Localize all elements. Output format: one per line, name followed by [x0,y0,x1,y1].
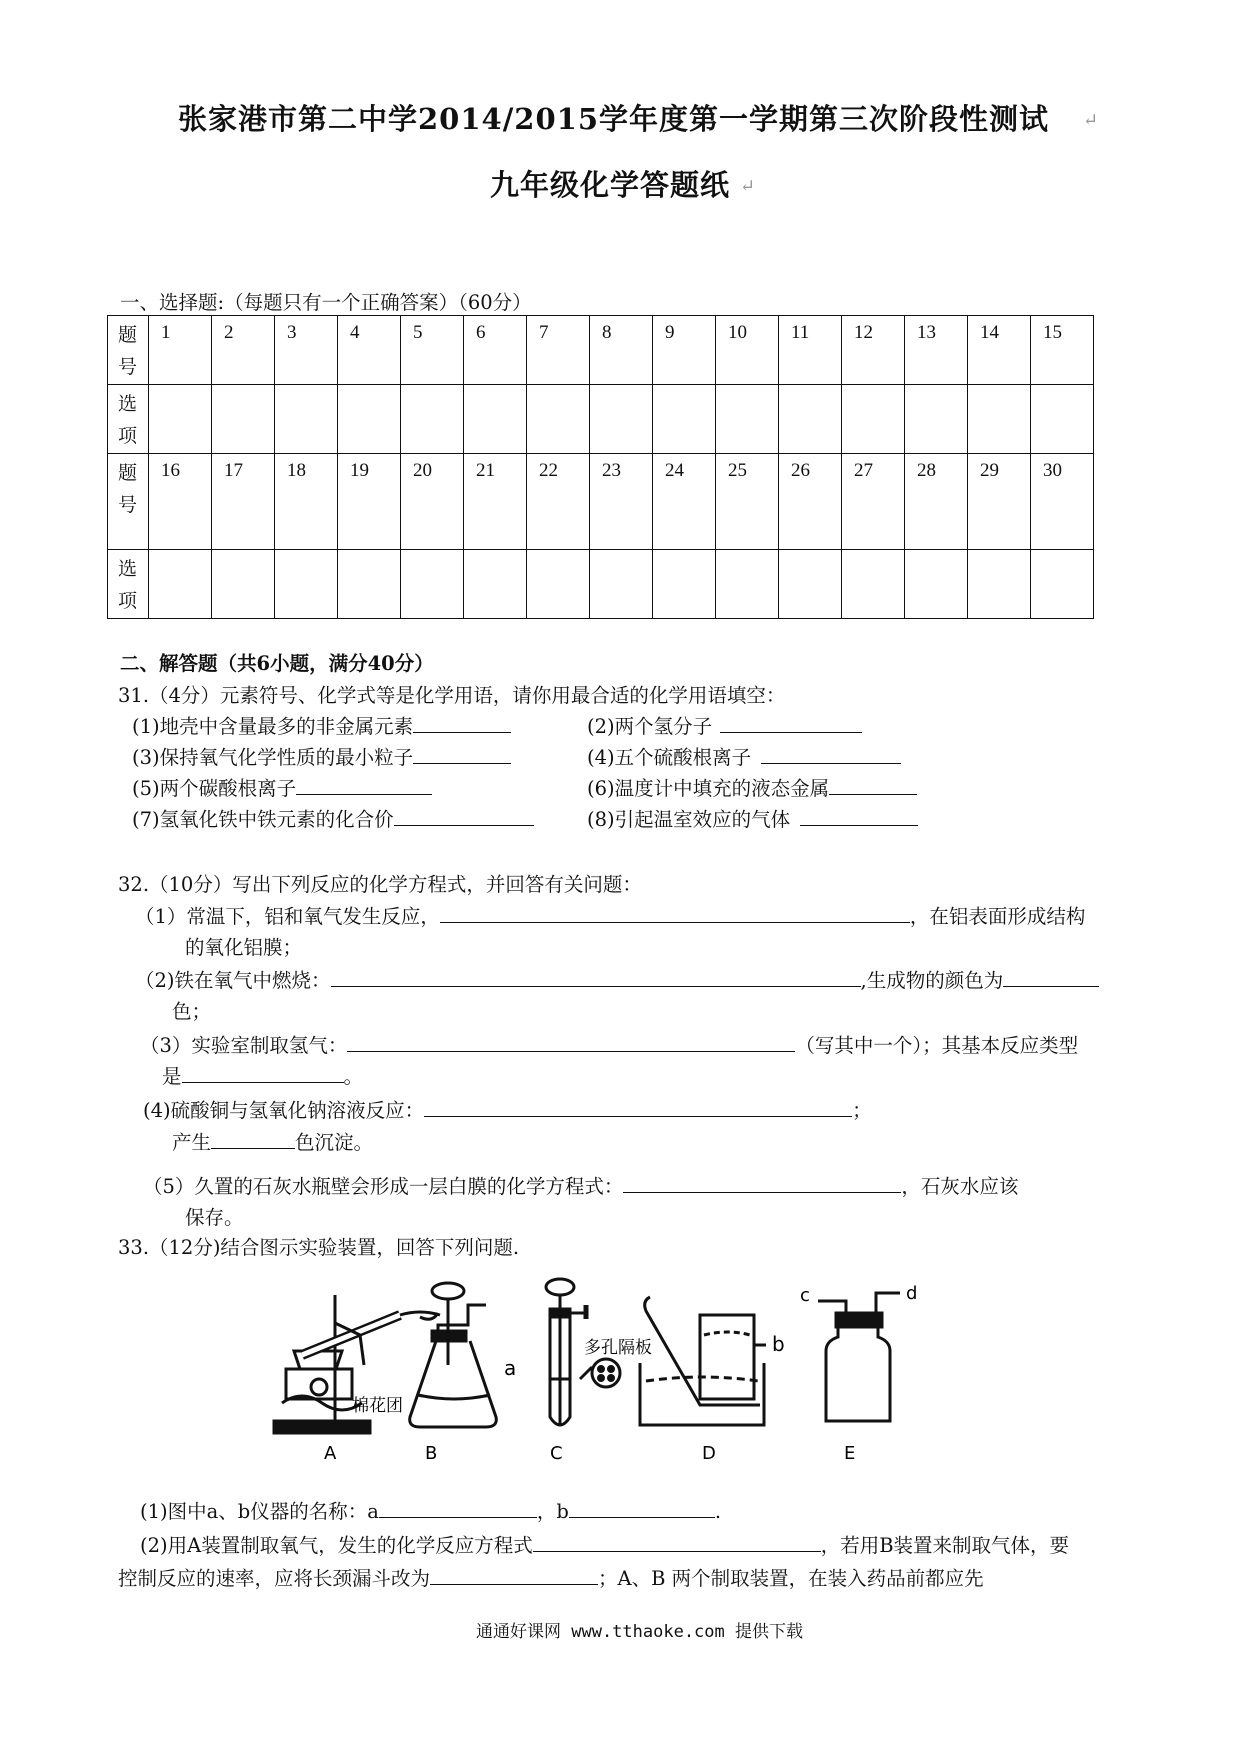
answer-cell[interactable] [464,385,527,454]
q32-part4: (4)硫酸铜与氢氧化钠溶液反应： ； [143,1095,872,1123]
q32-stem: 32.（10分）写出下列反应的化学方程式，并回答有关问题： [118,873,642,896]
answer-row-2 [108,550,1094,619]
instrument-label-a: a [504,1356,517,1380]
answer-cell[interactable] [149,385,212,454]
section1-heading: 一、选择题:（每题只有一个正确答案）（60分） [120,291,532,314]
answer-blank[interactable] [533,1531,821,1552]
answer-blank[interactable] [413,743,511,764]
q32-part1: （1）常温下，铝和氧气发生反应， ，在铝表面形成结构 [135,901,1085,929]
answer-cell[interactable] [338,385,401,454]
answer-blank[interactable] [379,1497,537,1518]
answer-table [107,315,1094,619]
answer-cell[interactable] [212,550,275,619]
tube-label-c: c [800,1285,810,1306]
question-number: 2 [212,316,275,385]
row-label-number: 题号 [108,454,149,550]
answer-blank[interactable] [623,1172,901,1193]
exam-subtitle: 九年级化学答题纸 [490,168,731,202]
answer-cell[interactable] [968,550,1031,619]
answer-cell[interactable] [590,385,653,454]
answer-blank[interactable] [413,712,511,733]
q31-item: (1)地壳中含量最多的非金属元素 [132,711,511,739]
answer-blank[interactable] [424,1096,852,1117]
q32-part2: （2)铁在氧气中燃烧： ,生成物的颜色为 [135,965,1099,993]
answer-cell[interactable] [905,550,968,619]
answer-blank[interactable] [430,1564,598,1585]
answer-cell[interactable] [1031,385,1094,454]
question-number: 6 [464,316,527,385]
answer-cell[interactable] [716,550,779,619]
answer-blank[interactable] [720,712,862,733]
row-label-answer: 选项 [108,550,149,619]
question-number: 12 [842,316,905,385]
answer-cell[interactable] [212,385,275,454]
footer-text: 通通好课网 www.tthaoke.com 提供下载 [476,1622,803,1642]
q33-stem: 33.（12分)结合图示实验装置，回答下列问题. [118,1236,520,1259]
q31-item: (6)温度计中填充的液态金属 [587,773,917,801]
label-e: E [844,1443,856,1464]
question-number: 17 [212,454,275,550]
answer-cell[interactable] [905,385,968,454]
question-number: 16 [149,454,212,550]
answer-blank[interactable] [440,902,910,923]
answer-cell[interactable] [653,550,716,619]
answer-cell[interactable] [464,550,527,619]
question-number: 30 [1031,454,1094,550]
label-c: C [550,1443,563,1464]
question-number: 3 [275,316,338,385]
answer-cell[interactable] [779,550,842,619]
answer-cell[interactable] [527,385,590,454]
answer-cell[interactable] [779,385,842,454]
q33-sub2: (2)用A装置制取氧气，发生的化学反应方程式 ，若用B装置来制取气体，要 [140,1530,1069,1558]
answer-blank[interactable] [182,1062,344,1083]
answer-blank[interactable] [829,774,917,795]
section2-heading: 二、解答题（共6小题，满分40分） [120,652,434,675]
question-number: 7 [527,316,590,385]
instrument-label-b: b [772,1332,785,1356]
q31-item: (3)保持氧气化学性质的最小粒子 [132,742,511,770]
question-number: 14 [968,316,1031,385]
question-number: 18 [275,454,338,550]
question-number: 21 [464,454,527,550]
q32-part1-cont: 的氧化铝膜； [185,936,303,959]
question-number: 11 [779,316,842,385]
answer-cell[interactable] [968,385,1031,454]
question-number: 22 [527,454,590,550]
answer-blank[interactable] [1003,966,1099,987]
question-number: 5 [401,316,464,385]
label-a: A [324,1443,337,1464]
q32-part3-cont: 是 。 [162,1061,363,1089]
answer-blank[interactable] [800,805,918,826]
q33-sub2-cont: 控制反应的速率，应将长颈漏斗改为 ；A、B 两个制取装置，在装入药品前都应先 [118,1563,984,1591]
q31-item: (8)引起温室效应的气体 [587,804,918,832]
number-row-1 [108,316,1094,385]
question-number: 19 [338,454,401,550]
question-number: 28 [905,454,968,550]
answer-cell[interactable] [149,550,212,619]
apparatus-d [640,1297,766,1425]
answer-blank[interactable] [296,774,432,795]
exam-title: 张家港市第二中学2014/2015学年度第一学期第三次阶段性测试 [178,102,1050,136]
q32-part4-cont: 产生 色沉淀。 [172,1127,373,1155]
q32-part5: （5）久置的石灰水瓶壁会形成一层白膜的化学方程式： ，石灰水应该 [143,1171,1018,1199]
answer-blank[interactable] [394,805,534,826]
question-number: 1 [149,316,212,385]
question-number: 27 [842,454,905,550]
q32-part2-cont: 色； [172,1000,212,1023]
answer-blank[interactable] [569,1497,715,1518]
row-label-number: 题号 [108,316,149,385]
apparatus-e [818,1293,900,1421]
answer-blank[interactable] [331,966,861,987]
question-number: 9 [653,316,716,385]
q31-stem: 31.（4分）元素符号、化学式等是化学用语，请你用最合适的化学用语填空： [118,684,786,707]
question-number: 29 [968,454,1031,550]
row-label-answer: 选项 [108,385,149,454]
q31-item: (7)氢氧化铁中铁元素的化合价 [132,804,534,832]
cotton-annotation: 棉花团 [352,1396,403,1416]
tube-label-d: d [906,1283,918,1304]
question-number: 25 [716,454,779,550]
answer-cell[interactable] [590,550,653,619]
answer-blank[interactable] [347,1031,795,1052]
apparatus-b [410,1283,497,1427]
plate-annotation: 多孔隔板 [584,1338,652,1358]
answer-cell[interactable] [527,550,590,619]
question-number: 8 [590,316,653,385]
question-number: 4 [338,316,401,385]
answer-cell[interactable] [275,385,338,454]
answer-cell[interactable] [716,385,779,454]
answer-cell[interactable] [842,385,905,454]
return-mark-icon: ↵ [740,176,756,197]
question-number: 15 [1031,316,1094,385]
answer-blank[interactable] [761,743,901,764]
label-b: B [425,1443,438,1464]
answer-cell[interactable] [653,385,716,454]
answer-cell[interactable] [275,550,338,619]
question-number: 24 [653,454,716,550]
q31-item: (2)两个氢分子 [587,711,862,739]
answer-row-1 [108,385,1094,454]
question-number: 23 [590,454,653,550]
answer-cell[interactable] [401,385,464,454]
question-number: 26 [779,454,842,550]
question-number: 20 [401,454,464,550]
label-d: D [702,1443,716,1464]
number-row-2 [108,454,1094,550]
answer-cell[interactable] [842,550,905,619]
question-number: 10 [716,316,779,385]
q32-part3: （3）实验室制取氢气： （写其中一个）；其基本反应类型 [140,1030,1078,1058]
q32-part5-cont: 保存。 [185,1206,244,1229]
apparatus-figure [260,1275,1000,1465]
q31-item: (4)五个硫酸根离子 [587,742,901,770]
answer-blank[interactable] [211,1128,295,1149]
q33-sub1: (1)图中a、b仪器的名称：a ，b . [140,1496,721,1524]
answer-cell[interactable] [338,550,401,619]
q31-item: (5)两个碳酸根离子 [132,773,432,801]
return-mark-icon: ↵ [1083,110,1099,131]
answer-cell[interactable] [401,550,464,619]
question-number: 13 [905,316,968,385]
answer-cell[interactable] [1031,550,1094,619]
